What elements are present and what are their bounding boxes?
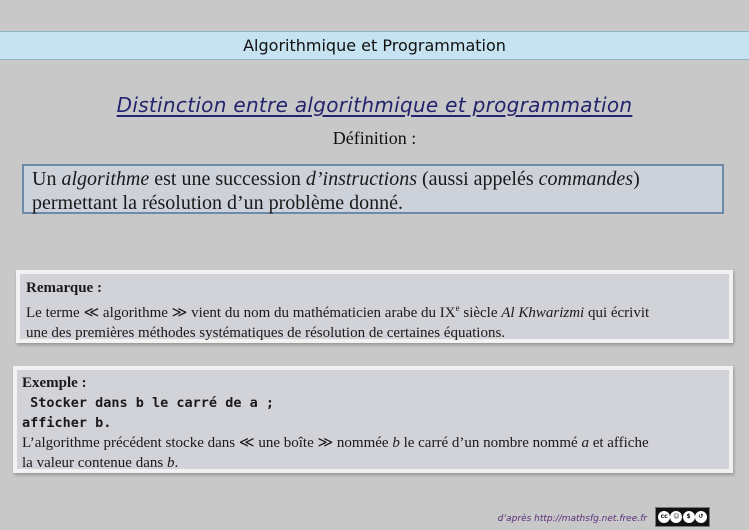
example-text: L’algorithme précédent stocke dans ≪ une boîte ≫ nommée <box>22 435 393 451</box>
example-heading: Exemple : <box>22 375 87 391</box>
example-paragraph-line-1 <box>22 433 724 453</box>
remark-text: Le terme ≪ algorithme ≫ vient du nom du mathématicien arabe du IX <box>26 305 456 321</box>
example-code-line-2: afficher b. <box>22 415 112 431</box>
remark-card <box>16 270 733 343</box>
slide-title: Distinction entre algorithmique et programmation <box>116 93 633 117</box>
remark-text: qui écrivit <box>584 305 650 321</box>
example-text: la valeur contenue dans <box>22 455 167 471</box>
example-text: et affiche <box>588 435 649 451</box>
definition-box <box>22 164 724 214</box>
definition-label: Définition : <box>332 128 417 148</box>
remark-line-2: une des premières méthodes systématiques de résolution de certaines équations. <box>26 325 506 341</box>
remark-heading: Remarque : <box>26 280 102 296</box>
remark-superscript: e <box>455 303 460 313</box>
definition-term-instructions: d’instructions <box>305 168 417 190</box>
example-text: le carré d’un nombre nommé <box>399 435 582 451</box>
example-text: . <box>174 455 179 471</box>
header-bar <box>0 31 749 60</box>
cc-icon: cc <box>658 511 670 523</box>
definition-text: est une succession <box>149 168 306 190</box>
footer-credit: d’après http://mathsfg.net.free.fr <box>497 514 647 524</box>
example-var-b: b <box>166 455 175 471</box>
definition-line-1 <box>32 167 714 191</box>
by-icon: ☺ <box>670 511 682 523</box>
example-code-line-1: Stocker dans b le carré de a ; <box>22 395 274 411</box>
remark-name-al-khwarizmi: Al Khwarizmi <box>501 305 585 321</box>
example-card <box>13 366 733 473</box>
remark-text: siècle <box>459 305 502 321</box>
license-badge <box>655 507 710 527</box>
header-title: Algorithmique et Programmation <box>243 36 506 55</box>
definition-text: (aussi appelés <box>417 168 539 190</box>
definition-term-algorithme: algorithme <box>61 168 150 190</box>
definition-text: ) <box>633 168 640 190</box>
example-paragraph-line-2 <box>22 453 724 473</box>
example-var-b: b <box>392 435 400 451</box>
definition-line-2: permettant la résolution d’un problème donné. <box>32 192 404 214</box>
nc-icon: $ <box>683 511 695 523</box>
sa-icon: ↺ <box>695 511 707 523</box>
definition-text: Un <box>32 168 62 190</box>
remark-line-1 <box>26 298 723 323</box>
definition-term-commandes: commandes <box>538 168 634 190</box>
example-var-a: a <box>581 435 589 451</box>
